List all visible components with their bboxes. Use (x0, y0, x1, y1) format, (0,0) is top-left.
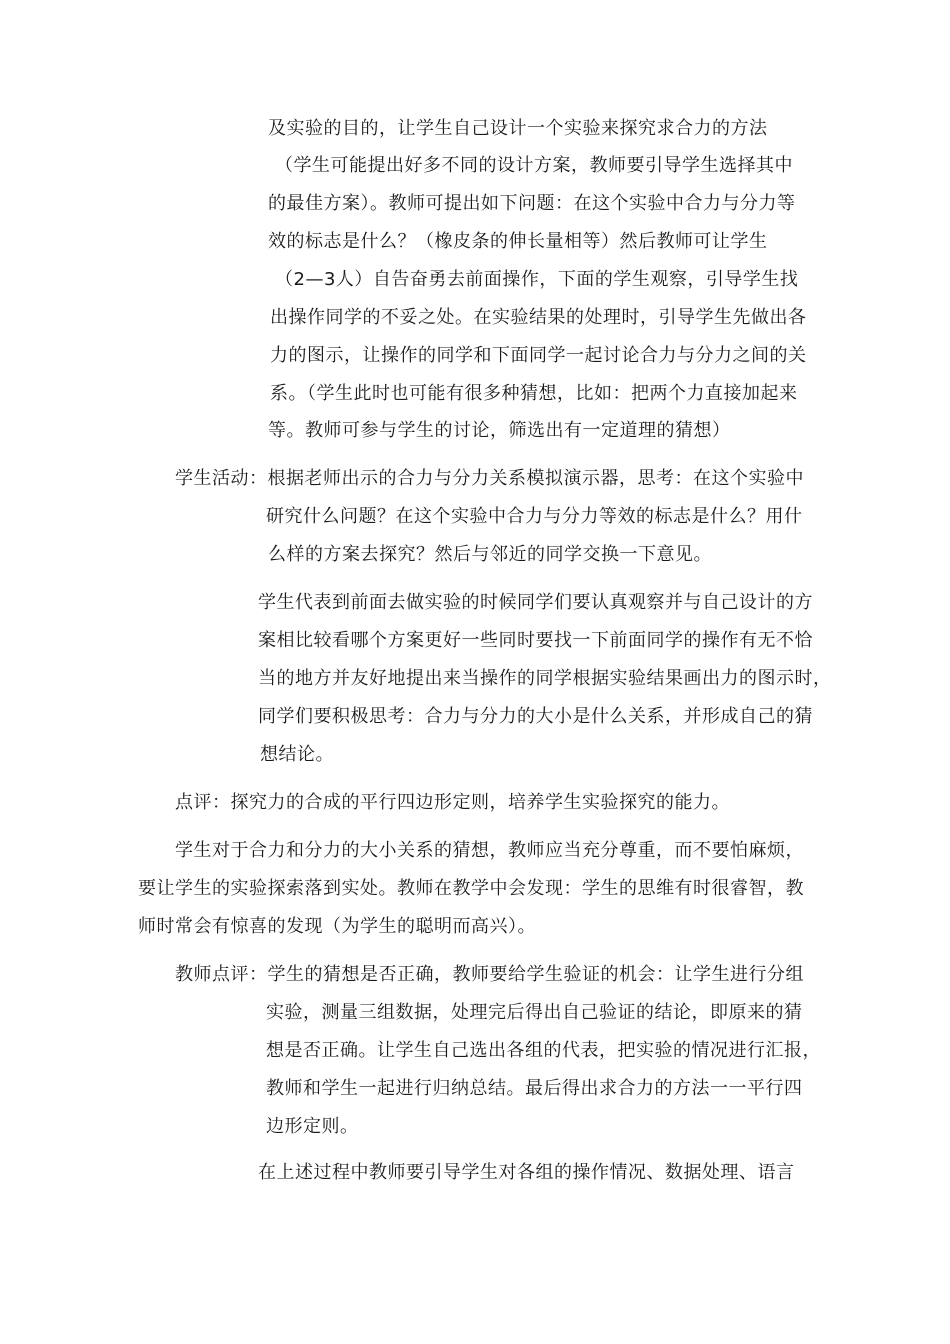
text-line: 同学们要积极思考：合力与分力的大小是什么关系，并形成自己的猜 (258, 706, 813, 727)
text-line: 及实验的目的，让学生自己设计一个实验来探究求合力的方法 (268, 118, 768, 139)
text-line: 当的地方并友好地提出来当操作的同学根据实验结果画出力的图示时， (258, 668, 832, 689)
text-line: 点评：探究力的合成的平行四边形定则，培养学生实验探究的能力。 (175, 792, 730, 813)
text-line: 等。教师可参与学生的讨论，筛选出有一定道理的猜想） (268, 420, 731, 441)
text-line: 研究什么问题？在这个实验中合力与分力等效的标志是什么？用什 (266, 506, 803, 527)
text-line: 学生对于合力和分力的大小关系的猜想，教师应当充分尊重，而不要怕麻烦， (175, 840, 804, 861)
text-line: 想是否正确。让学生自己选出各组的代表，把实验的情况进行汇报， (266, 1040, 821, 1061)
text-line: 出操作同学的不妥之处。在实验结果的处理时，引导学生先做出各 (270, 307, 807, 328)
text-line: 在上述过程中教师要引导学生对各组的操作情况、数据处理、语言 (258, 1162, 795, 1183)
text-line: （学生可能提出好多不同的设计方案，教师要引导学生选择其中 (275, 155, 793, 176)
text-line: 学生代表到前面去做实验的时候同学们要认真观察并与自己设计的方 (258, 592, 813, 613)
text-line: 边形定则。 (266, 1116, 359, 1137)
text-line: 师时常会有惊喜的发现（为学生的聪明而高兴）。 (138, 916, 536, 937)
text-line: 想结论。 (260, 744, 334, 765)
text-line: 么样的方案去探究？然后与邻近的同学交换一下意见。 (268, 544, 712, 565)
text-line: 教师和学生一起进行归纳总结。最后得出求合力的方法一一平行四 (266, 1078, 803, 1099)
text-line: （2—3人）自告奋勇去前面操作，下面的学生观察，引导学生找 (275, 269, 799, 290)
text-line: 的最佳方案）。教师可提出如下问题：在这个实验中合力与分力等 (268, 193, 796, 214)
text-line: 实验，测量三组数据，处理完后得出自己验证的结论，即原来的猜 (266, 1002, 803, 1023)
text-line: 力的图示，让操作的同学和下面同学一起讨论合力与分力之间的关 (270, 345, 807, 366)
text-line: 要让学生的实验探索落到实处。教师在教学中会发现：学生的思维有时很睿智，教 (138, 878, 804, 899)
text-line: 效的标志是什么？（橡皮条的伸长量相等）然后教师可让学生 (268, 231, 768, 252)
text-line: 案相比较看哪个方案更好一些同时要找一下前面同学的操作有无不恰 (258, 630, 813, 651)
text-line: 系。（学生此时也可能有很多种猜想，比如：把两个力直接加起来 (270, 383, 798, 404)
text-line: 学生活动：根据老师出示的合力与分力关系模拟演示器，思考：在这个实验中 (175, 468, 804, 489)
text-line: 教师点评：学生的猜想是否正确，教师要给学生验证的机会：让学生进行分组 (175, 964, 804, 985)
